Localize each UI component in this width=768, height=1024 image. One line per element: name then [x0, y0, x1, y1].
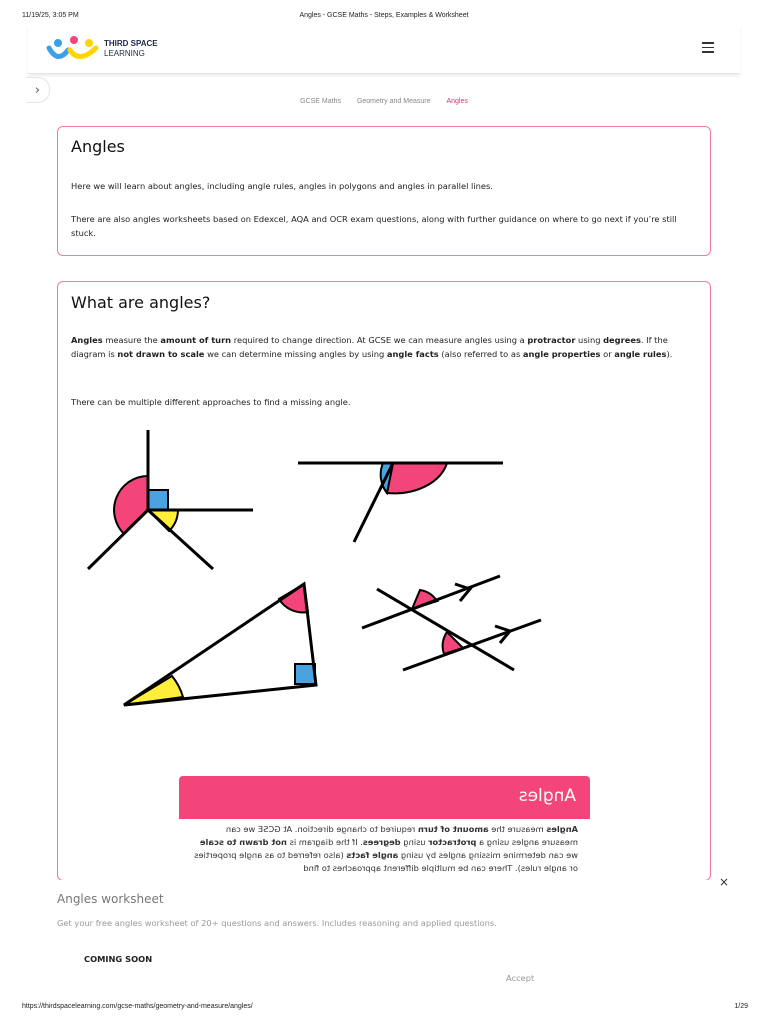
mirrored-preview-card [179, 776, 590, 884]
approaches-paragraph: There can be multiple different approaches to find a missing angle. [71, 397, 351, 407]
popup-title: Angles worksheet [57, 892, 164, 906]
breadcrumb-item-geometry[interactable]: Geometry and Measure [356, 98, 431, 105]
close-icon[interactable]: × [719, 875, 730, 889]
page-title: Angles [71, 137, 125, 156]
print-page-title: Angles - GCSE Maths - Steps, Examples & Worksheet [299, 12, 469, 19]
coming-soon-label: COMING SOON [84, 954, 153, 964]
section-title: What are angles? [71, 293, 211, 312]
logo-text [104, 39, 158, 59]
print-url: https://thirdspacelearning.com/gcse-maths/geometry-and-measure/angles/ [22, 1003, 253, 1010]
print-footer [0, 1000, 768, 1024]
popup-description: Get your free angles worksheet of 20+ questions and answers. Includes reasoning and applied questions. [57, 918, 497, 928]
mirrored-preview-title: Angles [179, 776, 590, 819]
intro-paragraph-2: There are also angles worksheets based on Edexcel, AQA and OCR exam questions, along with further guidance on where to go next if you’re still stuck. [71, 214, 677, 238]
site-header [28, 26, 740, 74]
logo-mark-icon [46, 34, 102, 64]
breadcrumb-item-gcse-maths[interactable]: GCSE Maths [300, 98, 341, 105]
logo-line1: THIRD SPACE [104, 39, 158, 48]
breadcrumb-item-angles[interactable]: Angles [446, 98, 468, 105]
definition-paragraph: Angles measure the amount of turn required to change direction. At GCSE we can measure angles using a protractor using degrees. If the diagram is not drawn to scale we can determine missing angles by using angle facts (also referred to as angle properties or angle rules). [71, 335, 673, 359]
print-page-number: 1/29 [734, 1003, 748, 1010]
mirrored-preview-body: Angles measure the amount of turn required to change direction. At GCSE we can measure angles using a protractor using degrees. If the diagram is not drawn to scale we can determine missing angles by using angle facts (also referred to as angle properties or angle rules). There can be multiple different approaches to find [194, 824, 578, 873]
chevron-right-icon: › [34, 82, 41, 98]
third-space-learning-logo[interactable] [46, 34, 166, 64]
intro-paragraph-1: Here we will learn about angles, including angle rules, angles in polygons and angles in parallel lines. [71, 181, 493, 191]
print-datetime: 11/19/25, 3:05 PM [22, 12, 79, 19]
breadcrumb [0, 98, 768, 105]
intro-card [57, 126, 711, 256]
worksheet-popup [0, 875, 768, 998]
logo-line2: LEARNING [104, 49, 145, 58]
accept-button[interactable]: Accept [506, 973, 535, 983]
hamburger-icon[interactable] [702, 42, 714, 52]
